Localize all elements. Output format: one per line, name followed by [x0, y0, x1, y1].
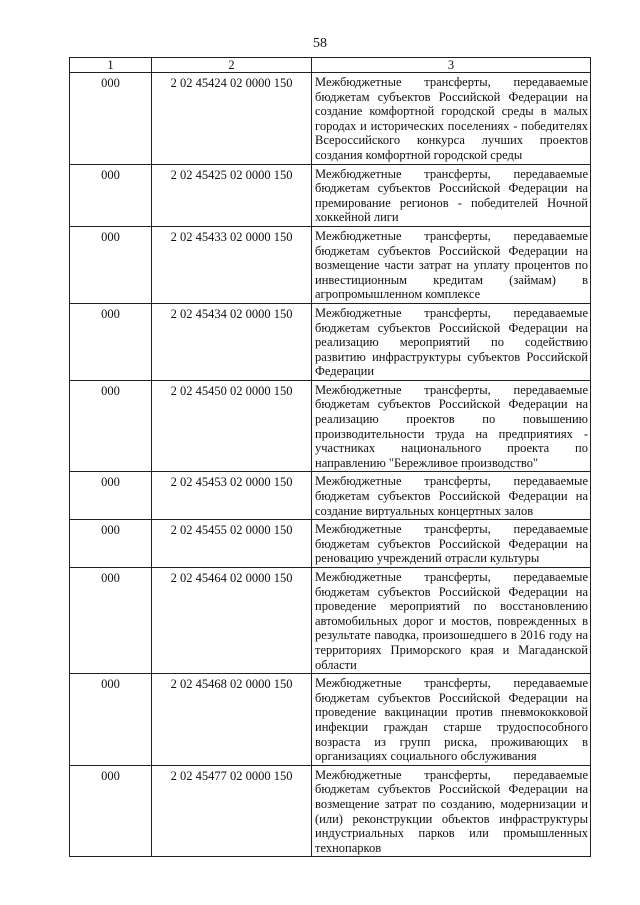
budget-code-cell: 2 02 45450 02 0000 150	[152, 380, 312, 472]
budget-code-cell: 2 02 45468 02 0000 150	[152, 674, 312, 766]
description-cell: Межбюджетные трансферты, передаваемые бюджетам субъектов Российской Федерации на проведение вакцинации против пневмококковой инфекции граждан старше трудоспособного возраста из групп риска, проживающих в организациях социального обслуживания	[312, 674, 591, 766]
table-row	[70, 520, 591, 568]
admin-code-cell: 000	[70, 674, 152, 766]
description-cell: Межбюджетные трансферты, передаваемые бюджетам субъектов Российской Федерации на проведение мероприятий по восстановлению автомобильных дорог и мостов, поврежденных в результате паводка, произошедшего в 2016 году на территориях Приморского края и Магаданской области	[312, 568, 591, 674]
admin-code-cell: 000	[70, 520, 152, 568]
description-cell: Межбюджетные трансферты, передаваемые бюджетам субъектов Российской Федерации на возмещение части затрат на уплату процентов по инвестиционным кредитам (займам) в агропромышленном комплексе	[312, 226, 591, 303]
page-number: 58	[313, 36, 327, 51]
header-col-3: 3	[312, 58, 591, 73]
description-cell: Межбюджетные трансферты, передаваемые бюджетам субъектов Российской Федерации на возмещение затрат по созданию, модернизации и (или) реконструкции объектов инфраструктуры индустриальных парков или промышленных технопарков	[312, 765, 591, 857]
budget-code-cell: 2 02 45477 02 0000 150	[152, 765, 312, 857]
budget-code-cell: 2 02 45434 02 0000 150	[152, 303, 312, 380]
description-cell: Межбюджетные трансферты, передаваемые бюджетам субъектов Российской Федерации на реализацию проектов по повышению производительности труда на предприятиях - участниках национального проекта по направлению "Бережливое производство"	[312, 380, 591, 472]
table-body	[70, 73, 591, 857]
table-row	[70, 674, 591, 766]
table-row	[70, 568, 591, 674]
budget-code-cell: 2 02 45433 02 0000 150	[152, 226, 312, 303]
description-cell: Межбюджетные трансферты, передаваемые бюджетам субъектов Российской Федерации на премирование регионов - победителей Ночной хоккейной лиги	[312, 164, 591, 226]
admin-code-cell: 000	[70, 73, 152, 165]
description-cell: Межбюджетные трансферты, передаваемые бюджетам субъектов Российской Федерации на создание виртуальных концертных залов	[312, 472, 591, 520]
admin-code-cell: 000	[70, 380, 152, 472]
table-header	[70, 58, 591, 73]
budget-classification-table	[69, 57, 591, 857]
admin-code-cell: 000	[70, 568, 152, 674]
budget-code-cell: 2 02 45455 02 0000 150	[152, 520, 312, 568]
admin-code-cell: 000	[70, 303, 152, 380]
table-row	[70, 164, 591, 226]
table-row	[70, 303, 591, 380]
header-row	[70, 58, 591, 73]
table-row	[70, 226, 591, 303]
budget-code-cell: 2 02 45425 02 0000 150	[152, 164, 312, 226]
admin-code-cell: 000	[70, 226, 152, 303]
budget-code-cell: 2 02 45424 02 0000 150	[152, 73, 312, 165]
description-cell: Межбюджетные трансферты, передаваемые бюджетам субъектов Российской Федерации на реновацию учреждений отрасли культуры	[312, 520, 591, 568]
description-cell: Межбюджетные трансферты, передаваемые бюджетам субъектов Российской Федерации на реализацию мероприятий по содействию развитию инфраструктуры субъектов Российской Федерации	[312, 303, 591, 380]
table-row	[70, 73, 591, 165]
admin-code-cell: 000	[70, 164, 152, 226]
admin-code-cell: 000	[70, 765, 152, 857]
table-row	[70, 472, 591, 520]
budget-code-cell: 2 02 45453 02 0000 150	[152, 472, 312, 520]
admin-code-cell: 000	[70, 472, 152, 520]
header-col-2: 2	[152, 58, 312, 73]
table-row	[70, 765, 591, 857]
budget-code-cell: 2 02 45464 02 0000 150	[152, 568, 312, 674]
description-cell: Межбюджетные трансферты, передаваемые бюджетам субъектов Российской Федерации на создание комфортной городской среды в малых городах и исторических поселениях - победителях Всероссийского конкурса лучших проектов создания комфортной городской среды	[312, 73, 591, 165]
table-row	[70, 380, 591, 472]
header-col-1: 1	[70, 58, 152, 73]
